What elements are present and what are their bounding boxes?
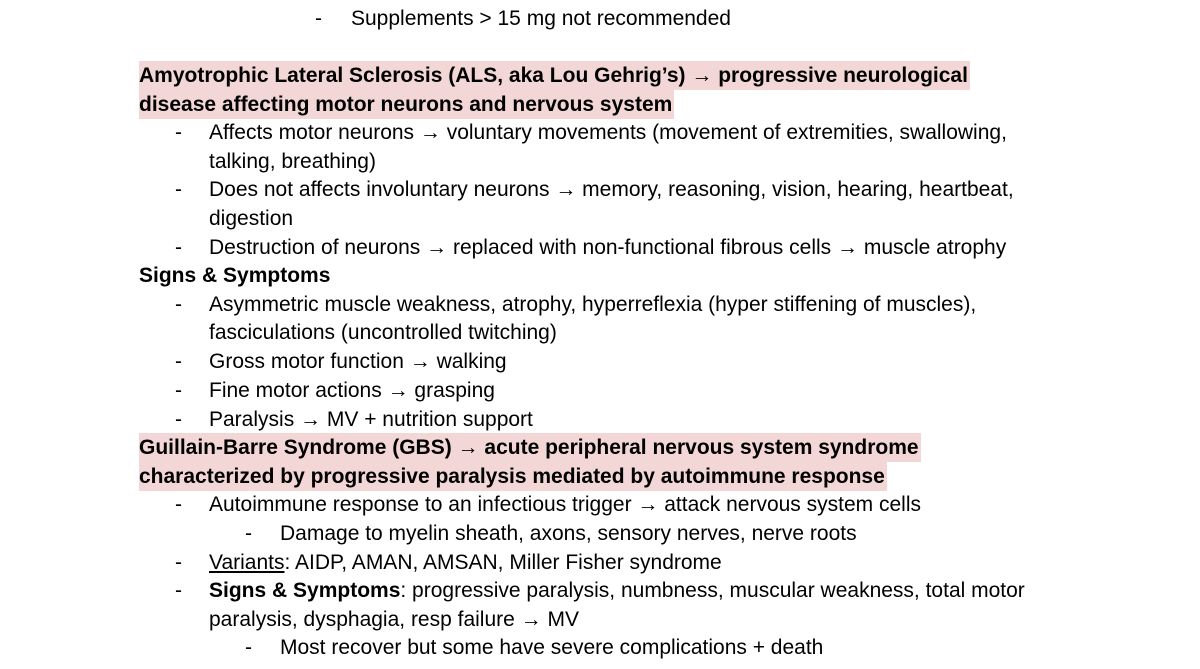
list-item-text: Gross motor function → walking — [209, 350, 507, 373]
list-item-text: fasciculations (uncontrolled twitching) — [209, 321, 557, 344]
gbs-signs-label: Signs & Symptoms — [209, 579, 401, 602]
list-item-text: Destruction of neurons → replaced with non-functional fibrous cells → muscle atrophy — [209, 236, 1007, 259]
bullet-dash: - — [175, 178, 182, 201]
gbs-heading-cont: characterized by progressive paralysis mediated by autoimmune response — [139, 462, 887, 491]
list-item-text: Fine motor actions → grasping — [209, 379, 495, 402]
bullet-dash: - — [175, 350, 182, 373]
list-item-text — [209, 548, 722, 577]
gbs-signs-text: : progressive paralysis, numbness, muscular weakness, total motor — [400, 579, 1025, 602]
variants-text: : AIDP, AMAN, AMSAN, Miller Fisher syndrome — [284, 551, 722, 574]
list-item-text: Most recover but some have severe complications + death — [280, 636, 824, 659]
signs-heading: Signs & Symptoms — [139, 264, 331, 287]
list-item-text: Supplements > 15 mg not recommended — [351, 7, 731, 30]
als-heading: Amyotrophic Lateral Sclerosis (ALS, aka Lou Gehrig’s) → progressive neurological — [139, 61, 970, 90]
bullet-dash: - — [245, 636, 252, 659]
bullet-dash: - — [175, 408, 182, 431]
list-item-text: Asymmetric muscle weakness, atrophy, hyperreflexia (hyper stiffening of muscles), — [209, 293, 977, 316]
bullet-dash: - — [175, 293, 182, 316]
bullet-dash: - — [175, 121, 182, 144]
bullet-dash: - — [175, 236, 182, 259]
variants-label: Variants — [209, 551, 285, 574]
list-item-text — [209, 576, 1025, 605]
list-item-text: talking, breathing) — [209, 150, 376, 173]
list-item-text: Does not affects involuntary neurons → memory, reasoning, vision, hearing, heartbeat, — [209, 178, 1014, 201]
als-heading-cont: disease affecting motor neurons and nervous system — [139, 90, 674, 119]
list-item-text: Autoimmune response to an infectious trigger → attack nervous system cells — [209, 493, 921, 516]
list-item-text: Paralysis → MV + nutrition support — [209, 408, 533, 431]
gbs-heading: Guillain-Barre Syndrome (GBS) → acute peripheral nervous system syndrome — [139, 433, 921, 462]
bullet-dash: - — [245, 522, 252, 545]
bullet-dash: - — [175, 379, 182, 402]
list-item-text: Affects motor neurons → voluntary movements (movement of extremities, swallowing, — [209, 121, 1007, 144]
bullet-dash: - — [175, 579, 182, 602]
bullet-dash: - — [175, 551, 182, 574]
list-item-text: digestion — [209, 207, 294, 230]
bullet-dash: - — [175, 493, 182, 516]
list-item-text: Damage to myelin sheath, axons, sensory nerves, nerve roots — [280, 522, 857, 545]
list-item-text: paralysis, dysphagia, resp failure → MV — [209, 608, 579, 631]
bullet-dash: - — [315, 7, 322, 30]
